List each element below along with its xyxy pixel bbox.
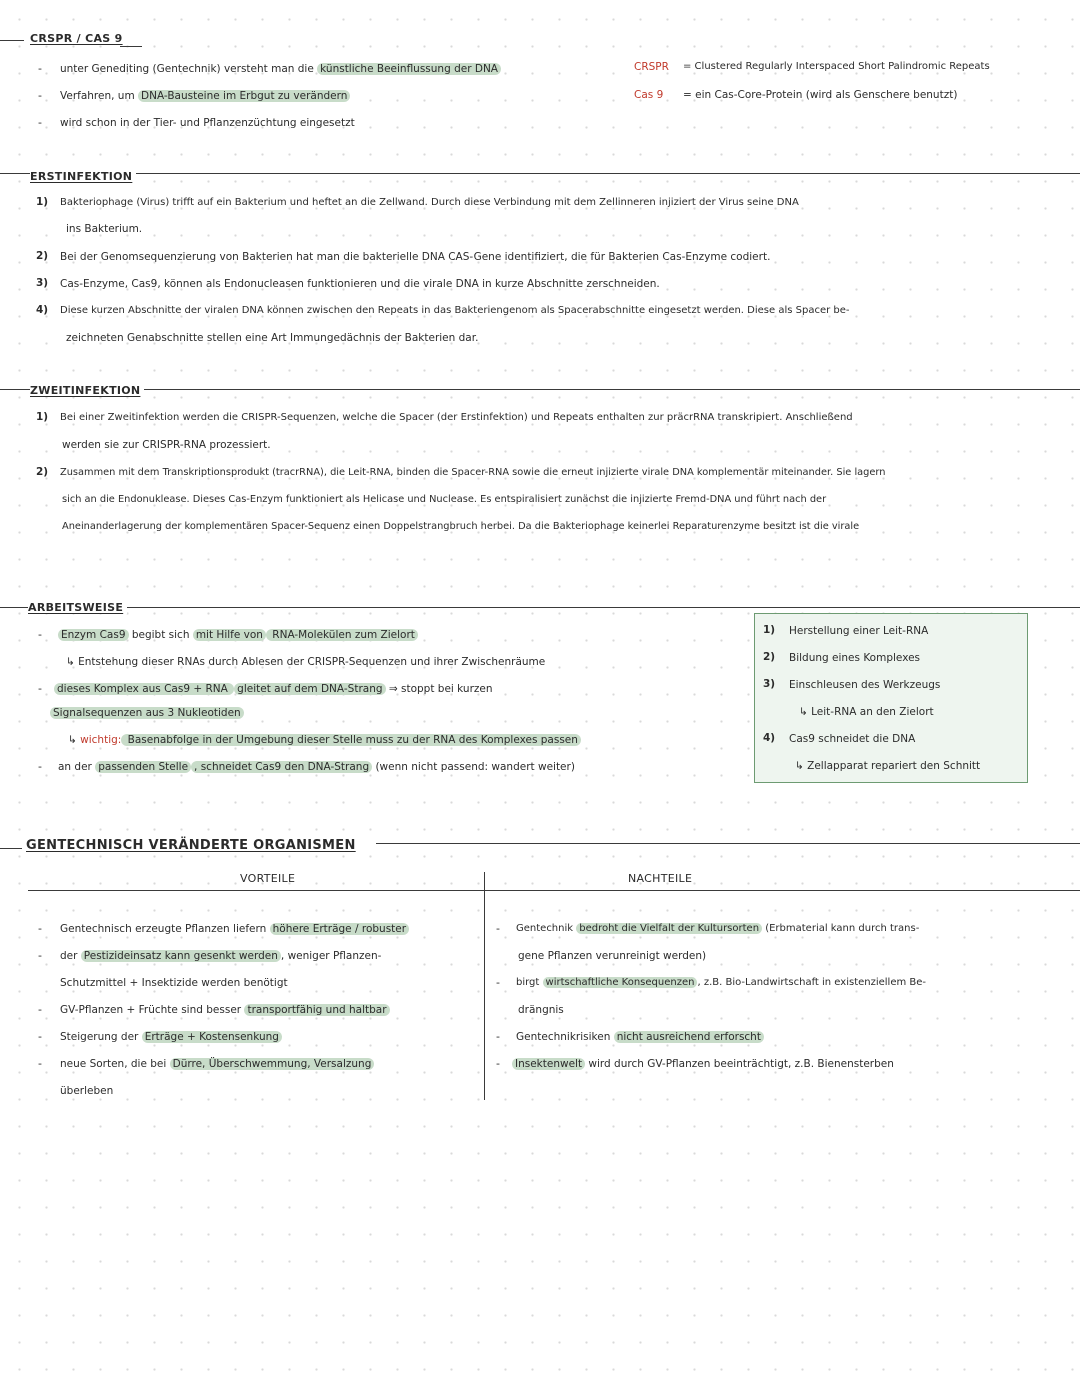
- step-number: 4): [763, 732, 776, 744]
- bullet: -: [496, 976, 500, 989]
- nachteil-1: Gentechnik bedroht die Vielfalt der Kultursorten (Erbmaterial kann durch trans-: [516, 923, 920, 934]
- arbeit-line-2: ↳ Entstehung dieser RNAs durch Ablesen der CRISPR-Sequenzen und ihrer Zwischenräume: [66, 656, 546, 668]
- bullet: -: [38, 760, 42, 773]
- step-number: 1): [763, 624, 776, 636]
- steps-box: [754, 613, 1028, 783]
- zweitinfektion-title: ZWEITINFEKTION: [30, 384, 144, 397]
- vorteil-2: der Pestizideinsatz kann gesenkt werden , weniger Pflanzen-: [60, 950, 382, 962]
- item-number: 2): [36, 250, 49, 262]
- zweit-item-1-cont: werden sie zur CRISPR-RNA prozessiert.: [62, 439, 271, 451]
- bullet: -: [38, 628, 42, 641]
- crispr-line-3: wird schon in der Tier- und Pflanzenzüchtung eingesetzt: [60, 117, 355, 129]
- cas9-term: Cas 9: [634, 89, 664, 101]
- nachteil-2-cont: drängnis: [518, 1004, 564, 1016]
- vorteil-5-cont: überleben: [60, 1085, 114, 1097]
- arbeit-line-6: an der passenden Stelle , schneidet Cas9 den DNA-Strang (wenn nicht passend: wandert weiter): [58, 761, 575, 773]
- zweit-item-2-cont: Aneinanderlagerung der komplementären Spacer-Sequenz einen Doppelstrangbruch herbei. Da die Bakteriophage keinerlei Reparaturenzyme besitzt ist die virale: [62, 521, 860, 532]
- bullet: -: [38, 89, 42, 102]
- section-rule: [0, 173, 1080, 174]
- gvo-title: GENTECHNISCH VERÄNDERTE ORGANISMEN: [26, 838, 356, 853]
- heading-rule: [120, 46, 142, 47]
- bullet: -: [38, 1057, 42, 1070]
- step-1: Herstellung einer Leit-RNA: [789, 625, 929, 637]
- table-rule: [28, 890, 1080, 891]
- crispr-line-1: unter Genediting (Gentechnik) versteht man die künstliche Beeinflussung der DNA: [60, 62, 501, 76]
- bullet: -: [496, 922, 500, 935]
- vorteile-header: VORTEILE: [240, 872, 296, 885]
- item-number: 4): [36, 304, 49, 316]
- erst-item-1-cont: ins Bakterium.: [66, 223, 143, 235]
- vorteil-1: Gentechnisch erzeugte Pflanzen liefern höhere Erträge / robuster: [60, 922, 409, 936]
- column-divider: [484, 872, 485, 1100]
- item-number: 2): [36, 466, 49, 478]
- cas9-definition: = ein Cas-Core-Protein (wird als Genschere benutzt): [683, 89, 958, 101]
- item-number: 1): [36, 411, 49, 423]
- crispr-term: CRSPR: [634, 61, 669, 73]
- erstinfektion-title: ERSTINFEKTION: [30, 170, 136, 183]
- erst-item-1: Bakteriophage (Virus) trifft auf ein Bakterium und heftet an die Zellwand. Durch diese Verbindung mit dem Zellinneren injiziert der Virus seine DNA: [60, 197, 799, 208]
- zweit-item-2-cont: sich an die Endonuklease. Dieses Cas-Enzym funktioniert als Helicase und Nuclease. Es entspiralisiert zunächst die injizierte Fremd-DNA und führt nach der: [62, 494, 827, 505]
- bullet: -: [38, 922, 42, 935]
- crispr-definition: = Clustered Regularly Interspaced Short Palindromic Repeats: [683, 61, 990, 72]
- heading-rule: [0, 40, 24, 41]
- nachteil-1-cont: gene Pflanzen verunreinigt werden): [518, 950, 707, 962]
- heading-rule: [0, 848, 22, 849]
- step-4: Cas9 schneidet die DNA: [789, 733, 916, 745]
- item-number: 1): [36, 196, 49, 208]
- bullet: -: [496, 1057, 500, 1070]
- erst-item-4-cont: zeichneten Genabschnitte stellen eine Art Immungedächnis der Bakterien dar.: [66, 332, 479, 344]
- arbeit-line-1: Enzym Cas9 begibt sich mit Hilfe von RNA-Molekülen zum Zielort: [58, 628, 418, 642]
- bullet: -: [38, 682, 42, 695]
- step-3: Einschleusen des Werkzeugs: [789, 679, 941, 691]
- arbeit-line-4: Signalsequenzen aus 3 Nukleotiden: [50, 706, 244, 720]
- arbeitsweise-title: ARBEITSWEISE: [28, 601, 127, 614]
- section-rule: [0, 607, 1080, 608]
- vorteil-2-cont: Schutzmittel + Insektizide werden benötigt: [60, 977, 288, 989]
- erst-item-3: Cas-Enzyme, Cas9, können als Endonucleasen funktionieren und die virale DNA in kurze Abschnitte zerschneiden.: [60, 278, 660, 290]
- crispr-line-2: Verfahren, um DNA-Bausteine im Erbgut zu verändern: [60, 89, 350, 103]
- nachteil-4: Insektenwelt wird durch GV-Pflanzen beeinträchtigt, z.B. Bienensterben: [512, 1057, 894, 1071]
- step-number: 2): [763, 651, 776, 663]
- nachteil-3: Gentechnikrisiken nicht ausreichend erforscht: [516, 1030, 764, 1044]
- item-number: 3): [36, 277, 49, 289]
- step-4-note: ↳ Zellapparat repariert den Schnitt: [795, 760, 981, 772]
- vorteil-3: GV-Pflanzen + Früchte sind besser transportfähig und haltbar: [60, 1003, 390, 1017]
- arbeit-line-3: dieses Komplex aus Cas9 + RNA gleitet auf dem DNA-Strang ⇒ stoppt bei kurzen: [54, 682, 493, 696]
- nachteil-2: birgt wirtschaftliche Konsequenzen , z.B. Bio-Landwirtschaft in existenziellem Be-: [516, 977, 927, 988]
- bullet: -: [496, 1030, 500, 1043]
- section-rule: [0, 389, 1080, 390]
- bullet: -: [38, 62, 42, 75]
- zweit-item-1: Bei einer Zweitinfektion werden die CRISPR-Sequenzen, welche die Spacer (der Erstinfektion) und Repeats enthalten zur präcrRNA transkripiert. Anschließend: [60, 412, 853, 423]
- bullet: -: [38, 949, 42, 962]
- bullet: -: [38, 1030, 42, 1043]
- heading-rule: [376, 843, 1080, 844]
- vorteil-4: Steigerung der Erträge + Kostensenkung: [60, 1030, 282, 1044]
- bullet: -: [38, 1003, 42, 1016]
- crispr-title: CRSPR / CAS 9: [30, 32, 123, 45]
- nachteile-header: NACHTEILE: [628, 872, 693, 885]
- erst-item-2: Bei der Genomsequenzierung von Bakterien hat man die bakterielle DNA CAS-Gene identifiziert, die für Bakterien Cas-Enzyme codiert.: [60, 251, 771, 263]
- step-number: 3): [763, 678, 776, 690]
- zweit-item-2: Zusammen mit dem Transkriptionsprodukt (tracrRNA), die Leit-RNA, binden die Spacer-RNA sowie die erneut injizierte virale DNA komplementär miteinander. Sie lagern: [60, 467, 886, 478]
- step-2: Bildung eines Komplexes: [789, 652, 921, 664]
- bullet: -: [38, 116, 42, 129]
- arbeit-line-5: ↳ wichtig: Basenabfolge in der Umgebung dieser Stelle muss zu der RNA des Komplexes passen: [68, 733, 581, 747]
- vorteil-5: neue Sorten, die bei Dürre, Überschwemmung, Versalzung: [60, 1057, 374, 1071]
- erst-item-4: Diese kurzen Abschnitte der viralen DNA können zwischen den Repeats in das Bakteriengenom als Spacerabschnitte eingesetzt werden. Diese als Spacer be-: [60, 305, 850, 316]
- step-3-note: ↳ Leit-RNA an den Zielort: [799, 706, 934, 718]
